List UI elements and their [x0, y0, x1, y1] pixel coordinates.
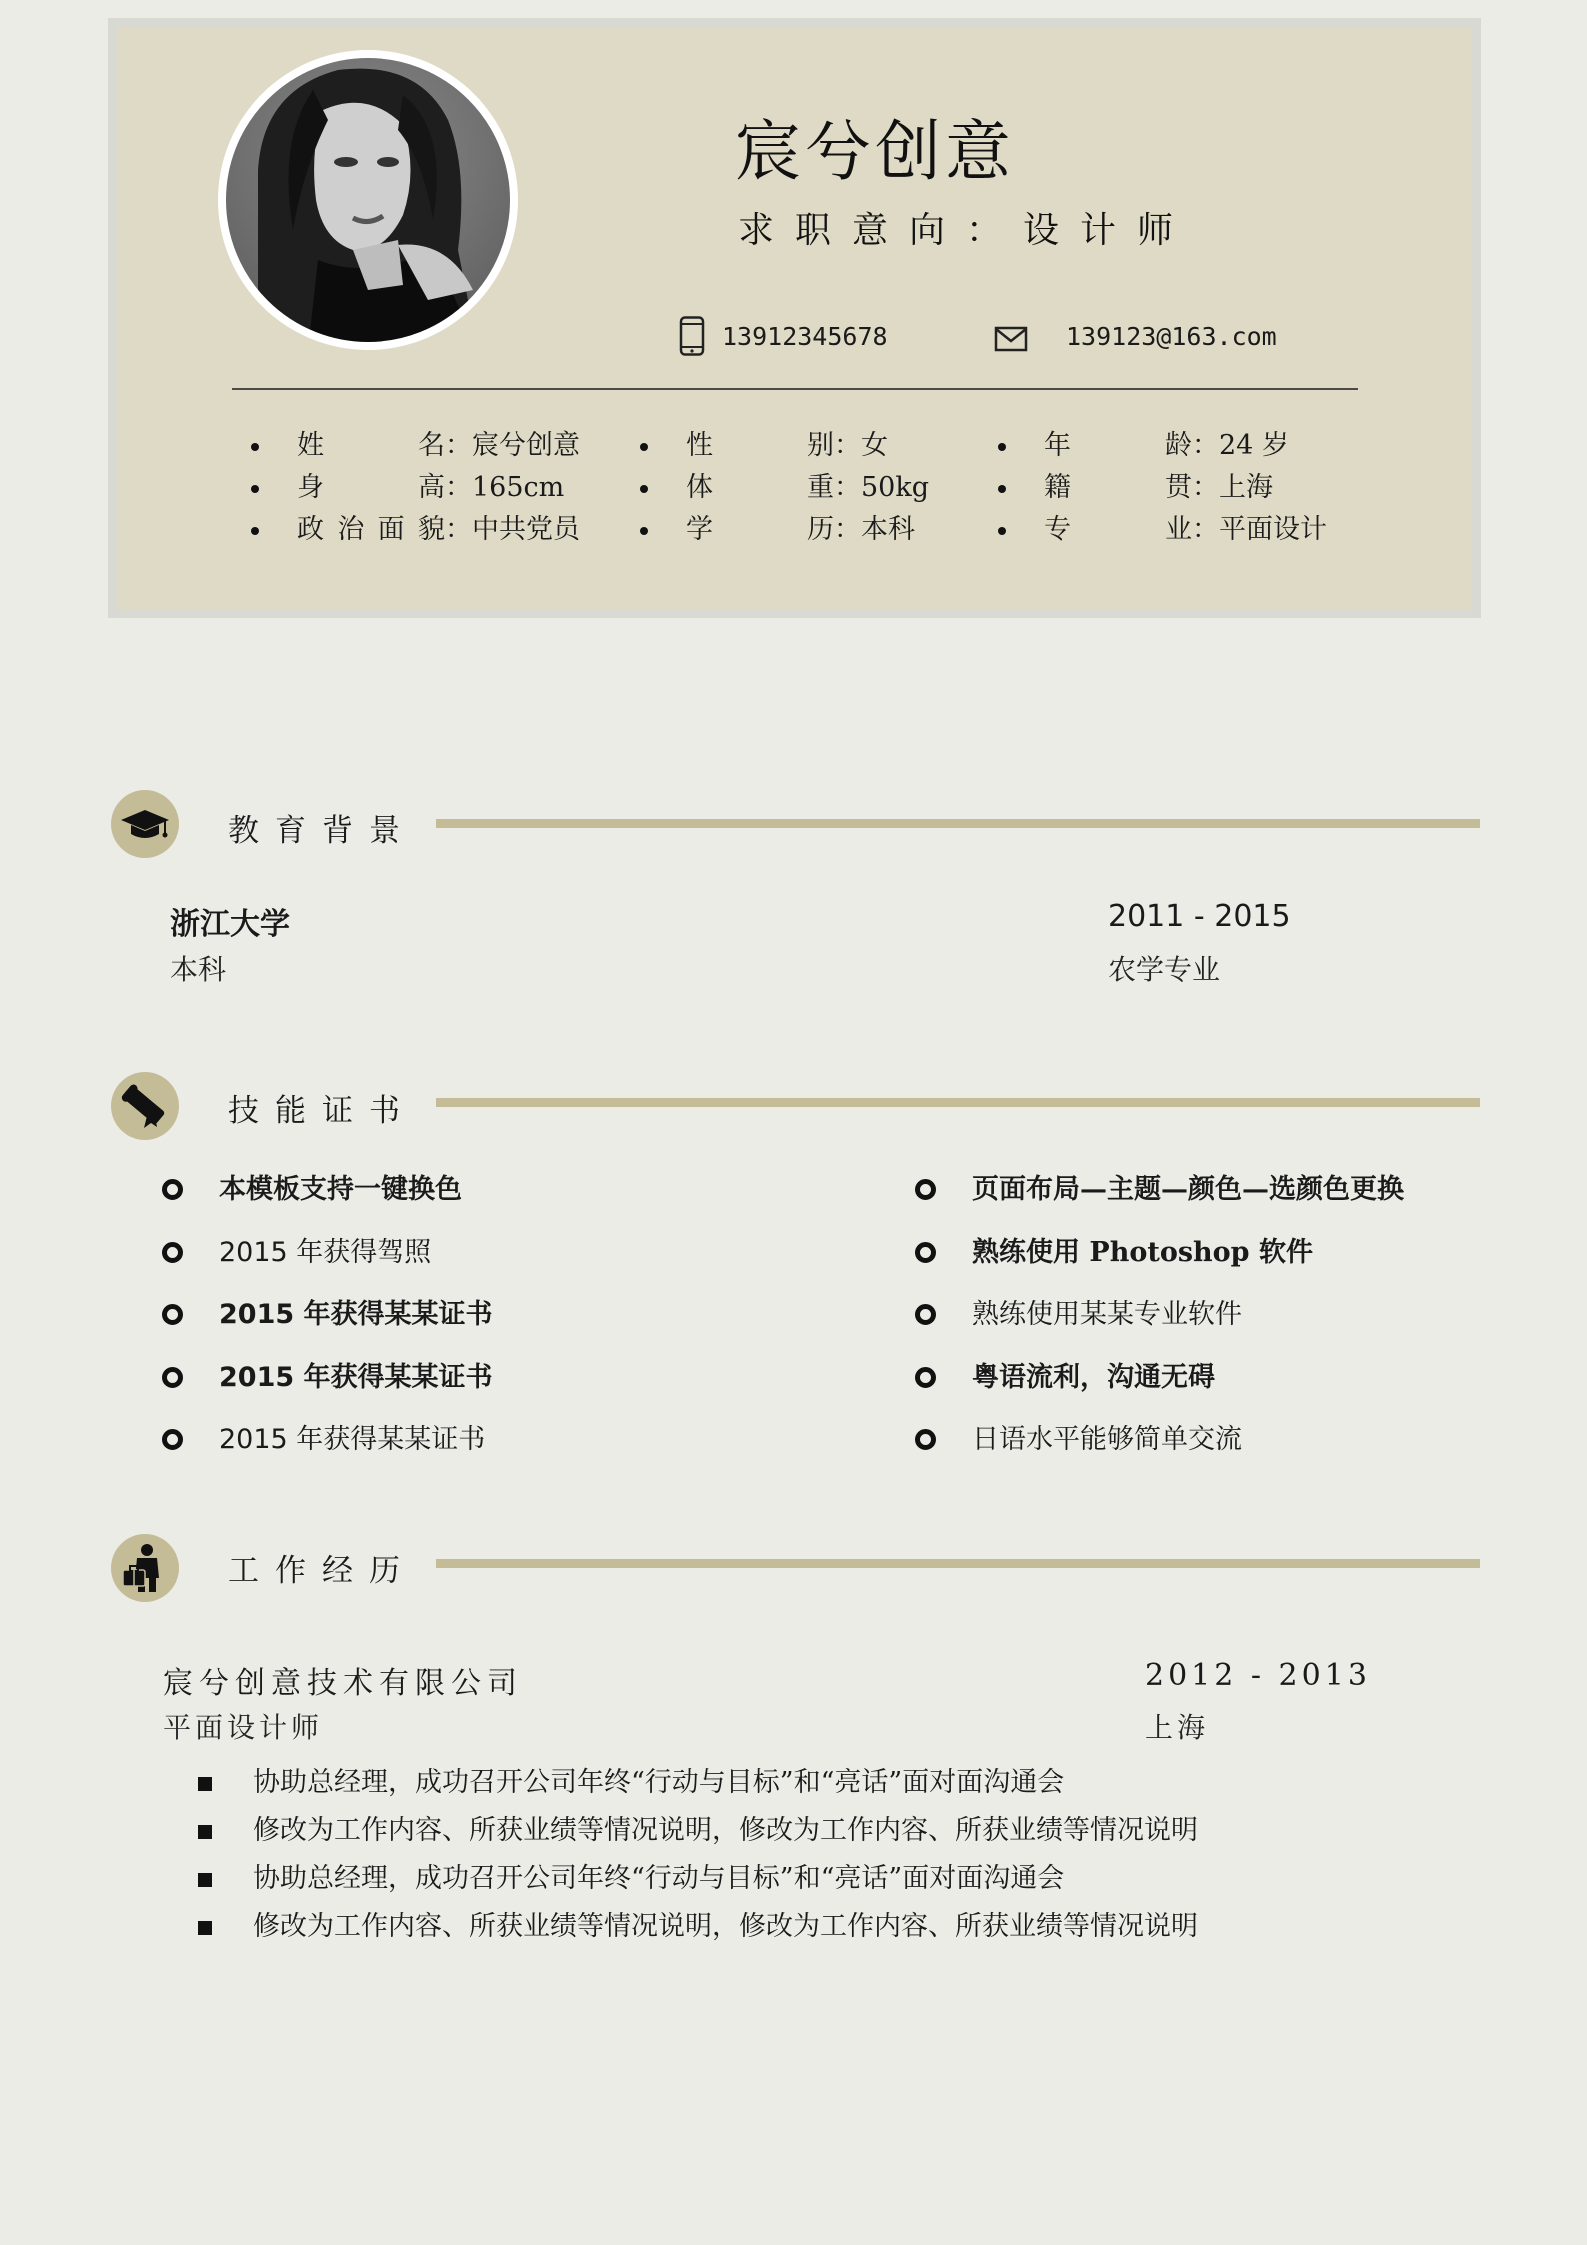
education-major: 农学专业 [1108, 953, 1221, 986]
section-title-work: 工作经历 [228, 1553, 416, 1589]
info-item-hometown: 籍贯：上海 [1044, 471, 1273, 505]
candidate-name: 宸兮创意 [735, 113, 1015, 190]
mobile-phone-icon [678, 316, 706, 360]
info-item-major: 专业：平面设计 [1044, 513, 1327, 547]
skill-item: 熟练使用 Photoshop 软件 [972, 1235, 1313, 1271]
company-name: 宸兮创意技术有限公司 [163, 1666, 523, 1701]
info-item-education: 学历：本科 [686, 513, 915, 547]
degree: 本科 [170, 953, 227, 986]
skill-item: 日语水平能够简单交流 [972, 1422, 1242, 1458]
businessman-icon [111, 1534, 179, 1602]
phone-number: 13912345678 [722, 322, 888, 351]
envelope-icon [994, 326, 1028, 356]
section-title-education: 教育背景 [228, 813, 416, 849]
skill-item: 熟练使用某某专业软件 [972, 1297, 1242, 1333]
info-item-name: 姓名：宸兮创意 [297, 429, 580, 463]
diploma-icon [111, 1072, 179, 1140]
skill-item: 2015 年获得某某证书 [219, 1422, 485, 1458]
job-intention: 求职意向：设计师 [738, 210, 1195, 251]
skill-item: 2015 年获得某某证书 [219, 1297, 493, 1333]
info-item-political-status: 政治面貌：中共党员 [297, 513, 580, 547]
email-address: 139123@163.com [1066, 322, 1277, 351]
duty-item: 修改为工作内容、所获业绩等情况说明，修改为工作内容、所获业绩等情况说明 [253, 1909, 1198, 1945]
duty-item: 协助总经理，成功召开公司年终“行动与目标”和“亮话”面对面沟通会 [253, 1861, 1064, 1897]
graduation-cap-icon [111, 790, 179, 858]
duty-item: 协助总经理，成功召开公司年终“行动与目标”和“亮话”面对面沟通会 [253, 1765, 1064, 1801]
skill-item: 2015 年获得某某证书 [219, 1360, 493, 1396]
profile-photo [218, 50, 518, 350]
skill-item: 本模板支持一键换色 [219, 1172, 462, 1208]
work-dates: 2012 - 2013 [1145, 1658, 1371, 1693]
info-item-age: 年龄：24 岁 [1044, 429, 1289, 463]
skill-item: 页面布局—主题—颜色—选颜色更换 [972, 1172, 1404, 1208]
section-title-skills: 技能证书 [228, 1093, 416, 1129]
education-dates: 2011 - 2015 [1108, 899, 1291, 934]
skill-item: 粤语流利，沟通无碍 [972, 1360, 1215, 1396]
info-item-weight: 体重：50kg [686, 471, 929, 505]
work-position: 平面设计师 [163, 1711, 324, 1744]
header-divider [232, 388, 1358, 390]
section-rule-skills [436, 1098, 1480, 1107]
work-location: 上海 [1145, 1711, 1210, 1744]
duty-item: 修改为工作内容、所获业绩等情况说明，修改为工作内容、所获业绩等情况说明 [253, 1813, 1198, 1849]
skill-item: 2015 年获得驾照 [219, 1235, 431, 1271]
section-rule-education [436, 819, 1480, 828]
info-item-height: 身高：165cm [297, 471, 564, 505]
school-name: 浙江大学 [170, 907, 290, 942]
info-item-gender: 性别：女 [686, 429, 888, 463]
section-rule-work [436, 1559, 1480, 1568]
